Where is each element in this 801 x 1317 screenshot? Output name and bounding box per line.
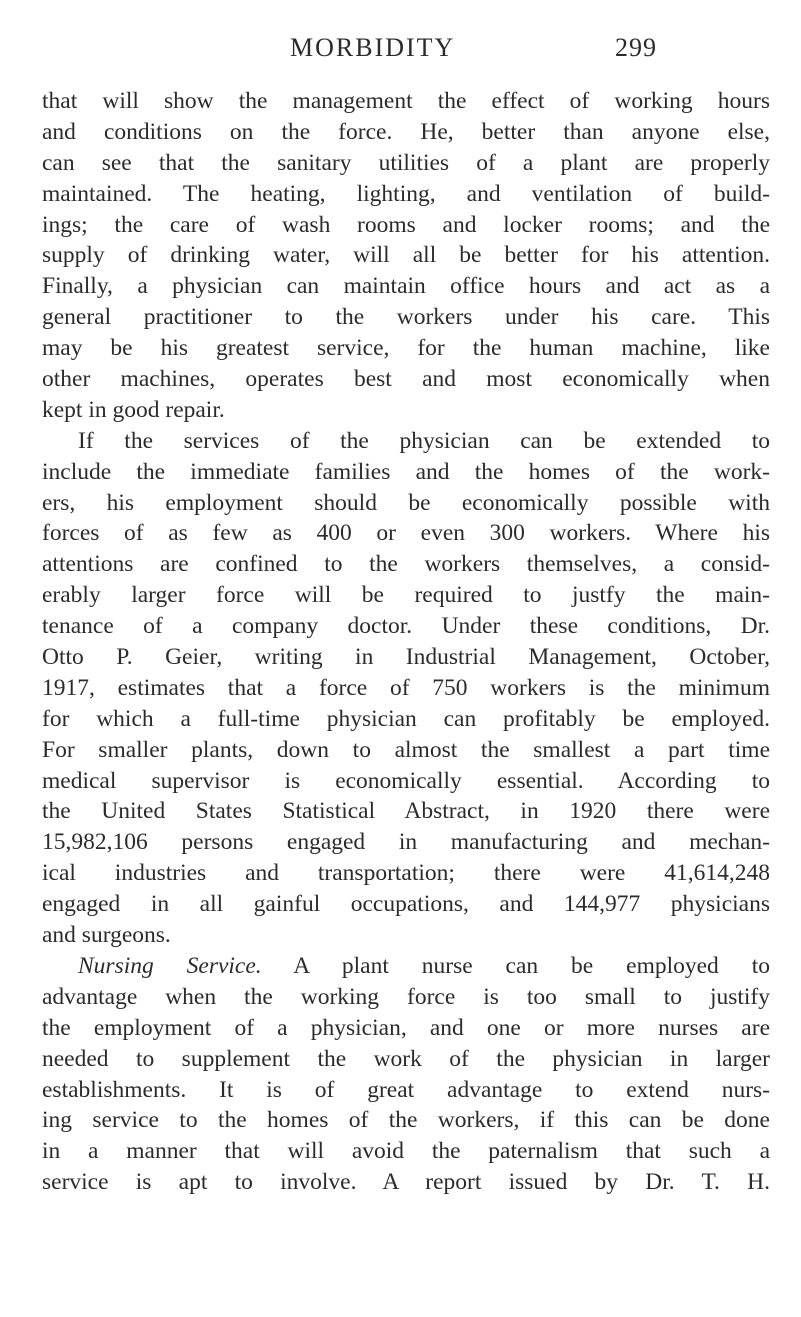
text-line: needed to supplement the work of the physician in larger [42,1045,770,1072]
text-line: ing service to the homes of the workers, if this can be done [42,1107,770,1134]
text-line: tenance of a company doctor. Under these conditions, Dr. [42,613,770,640]
text-fragment: A plant nurse can be employed to [293,952,770,979]
section-heading-nursing-service: Nursing Service. [78,952,262,979]
text-line: attentions are confined to the workers themselves, a consid- [42,551,770,578]
body-text [42,86,770,1198]
text-line: engaged in all gainful occupations, and 144,977 physicians [42,891,770,918]
text-line: and surgeons. [42,922,171,949]
text-line: in a manner that will avoid the paternalism that such a [42,1138,770,1165]
text-line: kept in good repair. [42,396,225,423]
text-line: forces of as few as 400 or even 300 workers. Where his [42,520,770,547]
text-line: 15,982,106 persons engaged in manufacturing and mechan- [42,829,770,856]
text-line: medical supervisor is economically essential. According to [42,767,770,794]
text-line: other machines, operates best and most economically when [42,366,770,393]
running-head: MORBIDITY [290,33,456,62]
text-line-with-heading [42,951,770,982]
text-line: may be his greatest service, for the human machine, like [42,335,770,362]
text-line: maintained. The heating, lighting, and ventilation of build- [42,180,770,207]
text-line: erably larger force will be required to justfy the main- [42,582,770,609]
text-line: ical industries and transportation; there were 41,614,248 [42,860,770,887]
text-line: Finally, a physician can maintain office hours and act as a [42,273,770,300]
text-line: include the immediate families and the homes of the work- [42,458,770,485]
text-line: If the services of the physician can be extended to [78,427,770,454]
text-line: and conditions on the force. He, better than anyone else, [42,118,770,145]
text-line: the United States Statistical Abstract, in 1920 there were [42,798,770,825]
text-line: supply of drinking water, will all be better for his attention. [42,242,770,269]
text-line: For smaller plants, down to almost the smallest a part time [42,736,770,763]
text-line: can see that the sanitary utilities of a plant are properly [42,149,770,176]
text-line: advantage when the working force is too small to justify [42,983,770,1010]
text-line: ings; the care of wash rooms and locker rooms; and the [42,211,770,238]
text-line: general practitioner to the workers under his care. This [42,304,770,331]
text-line: ers, his employment should be economically possible with [42,489,770,516]
text-line: that will show the management the effect of working hours [42,88,770,114]
text-line: Otto P. Geier, writing in Industrial Management, October, [42,644,770,671]
text-line: for which a full-time physician can profitably be employed. [42,705,770,732]
text-line: the employment of a physician, and one or more nurses are [42,1014,770,1041]
text-line: service is apt to involve. A report issued by Dr. T. H. [42,1169,770,1196]
text-line: establishments. It is of great advantage to extend nurs- [42,1076,770,1103]
text-line: 1917, estimates that a force of 750 workers is the minimum [42,674,770,701]
page-number: 299 [615,33,657,62]
